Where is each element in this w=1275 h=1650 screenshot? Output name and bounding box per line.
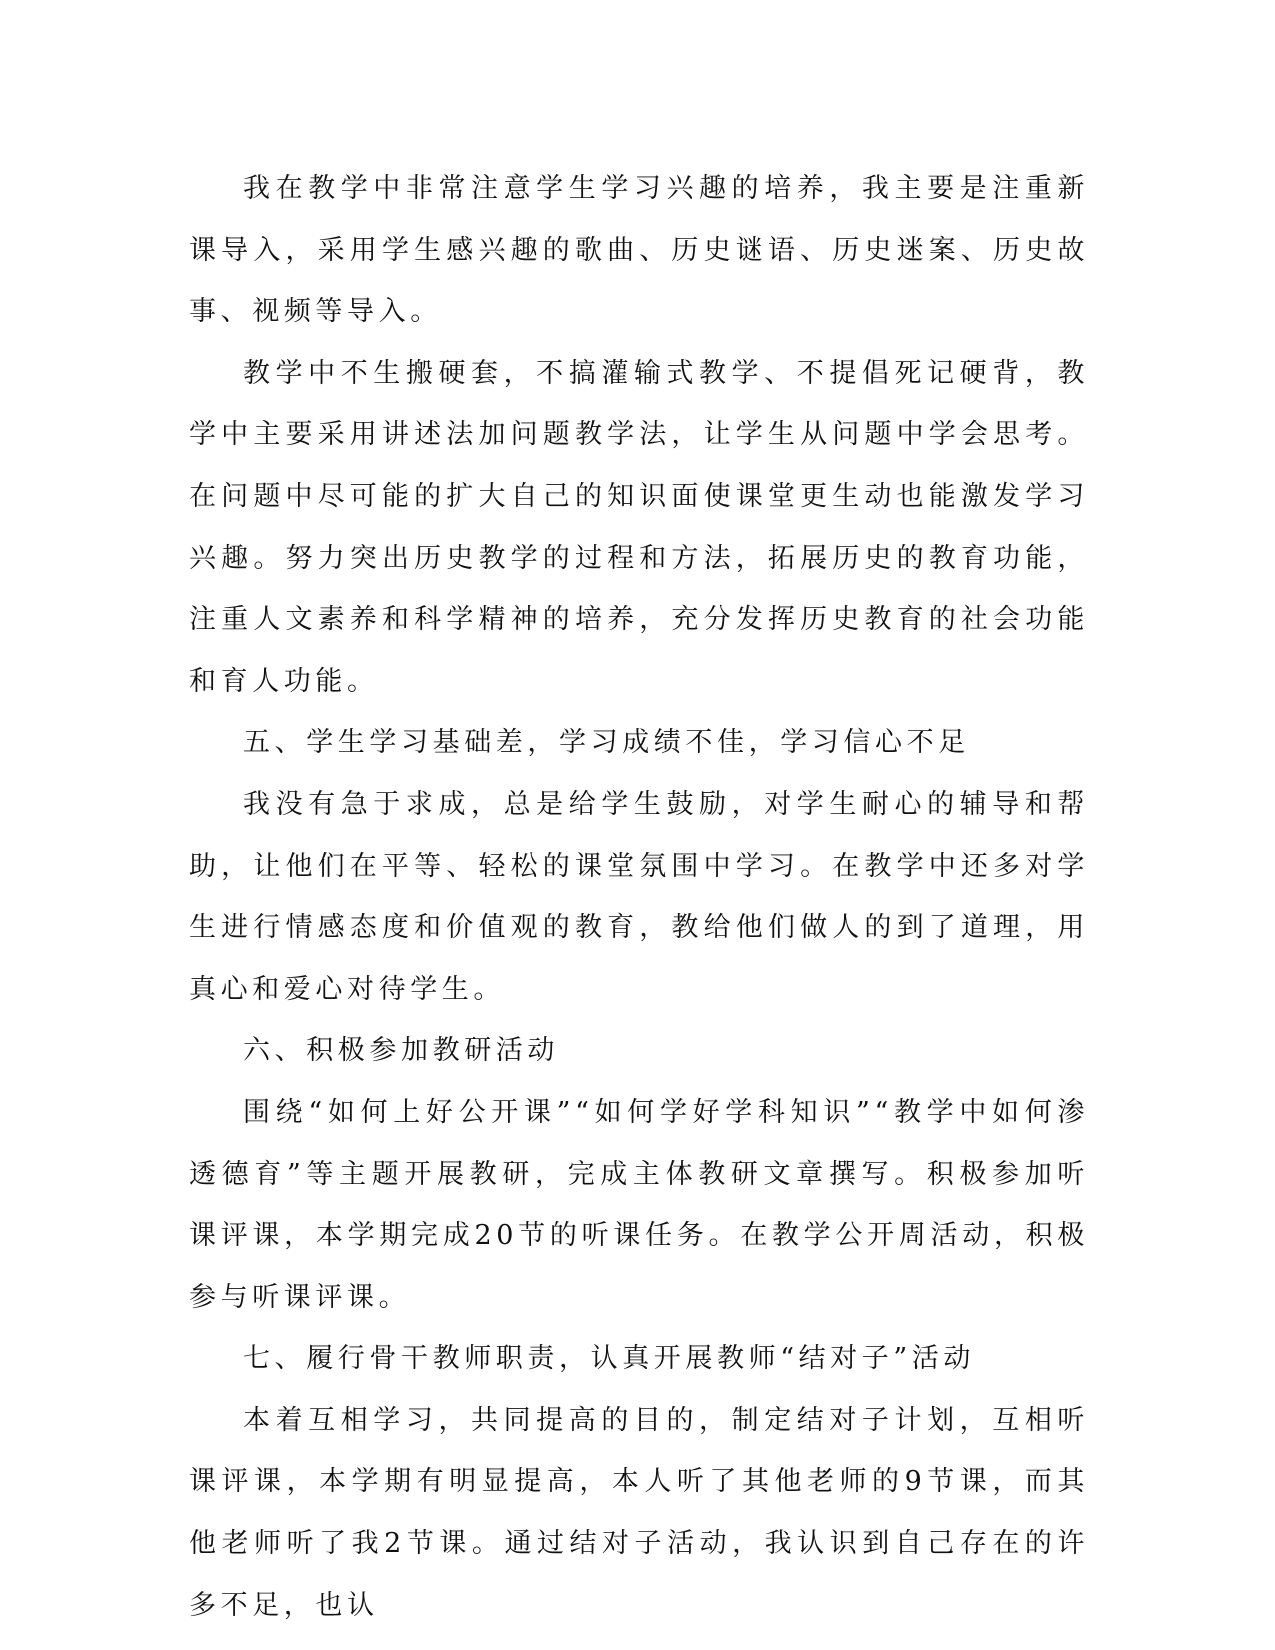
paragraph-teaching-methods: 教学中不生搬硬套，不搞灌输式教学、不提倡死记硬背，教学中主要采用讲述法加问题教学法，让学生从问题中学会思考。在问题中尽可能的扩大自己的知识面使课堂更生动也能激发学习兴趣。努力突出历史教学的过程和方法，拓展历史的教育功能，注重人文素养和科学精神的培养，充分发挥历史教育的社会功能和育人功能。 bbox=[189, 357, 1089, 697]
paragraph-interest-cultivation: 我在教学中非常注意学生学习兴趣的培养，我主要是注重新课导入，采用学生感兴趣的歌曲、历史谜语、历史迷案、历史故事、视频等导入。 bbox=[189, 173, 1089, 328]
section-heading-7: 七、履行骨干教师职责，认真开展教师“结对子”活动 bbox=[243, 1343, 976, 1375]
section-heading-5: 五、学生学习基础差，学习成绩不佳，学习信心不足 bbox=[243, 727, 970, 759]
section-heading-6: 六、积极参加教研活动 bbox=[243, 1035, 559, 1067]
paragraph-teaching-research: 围绕“如何上好公开课”“如何学好学科知识”“教学中如何渗透德育”等主题开展教研，完成主体教研文章撰写。积极参加听课评课，本学期完成20节的听课任务。在教学公开周活动，积极参与听课评课。 bbox=[189, 1096, 1089, 1313]
paragraph-mentoring-pairs: 本着互相学习，共同提高的目的，制定结对子计划，互相听课评课，本学期有明显提高，本人听了其他老师的9节课，而其他老师听了我2节课。通过结对子活动，我认识到自己存在的许多不足，也认 bbox=[189, 1404, 1089, 1621]
paragraph-student-encouragement: 我没有急于求成，总是给学生鼓励，对学生耐心的辅导和帮助，让他们在平等、轻松的课堂氛围中学习。在教学中还多对学生进行情感态度和价值观的教育，教给他们做人的到了道理，用真心和爱心对待学生。 bbox=[189, 788, 1089, 1005]
document-body bbox=[189, 158, 1089, 1636]
